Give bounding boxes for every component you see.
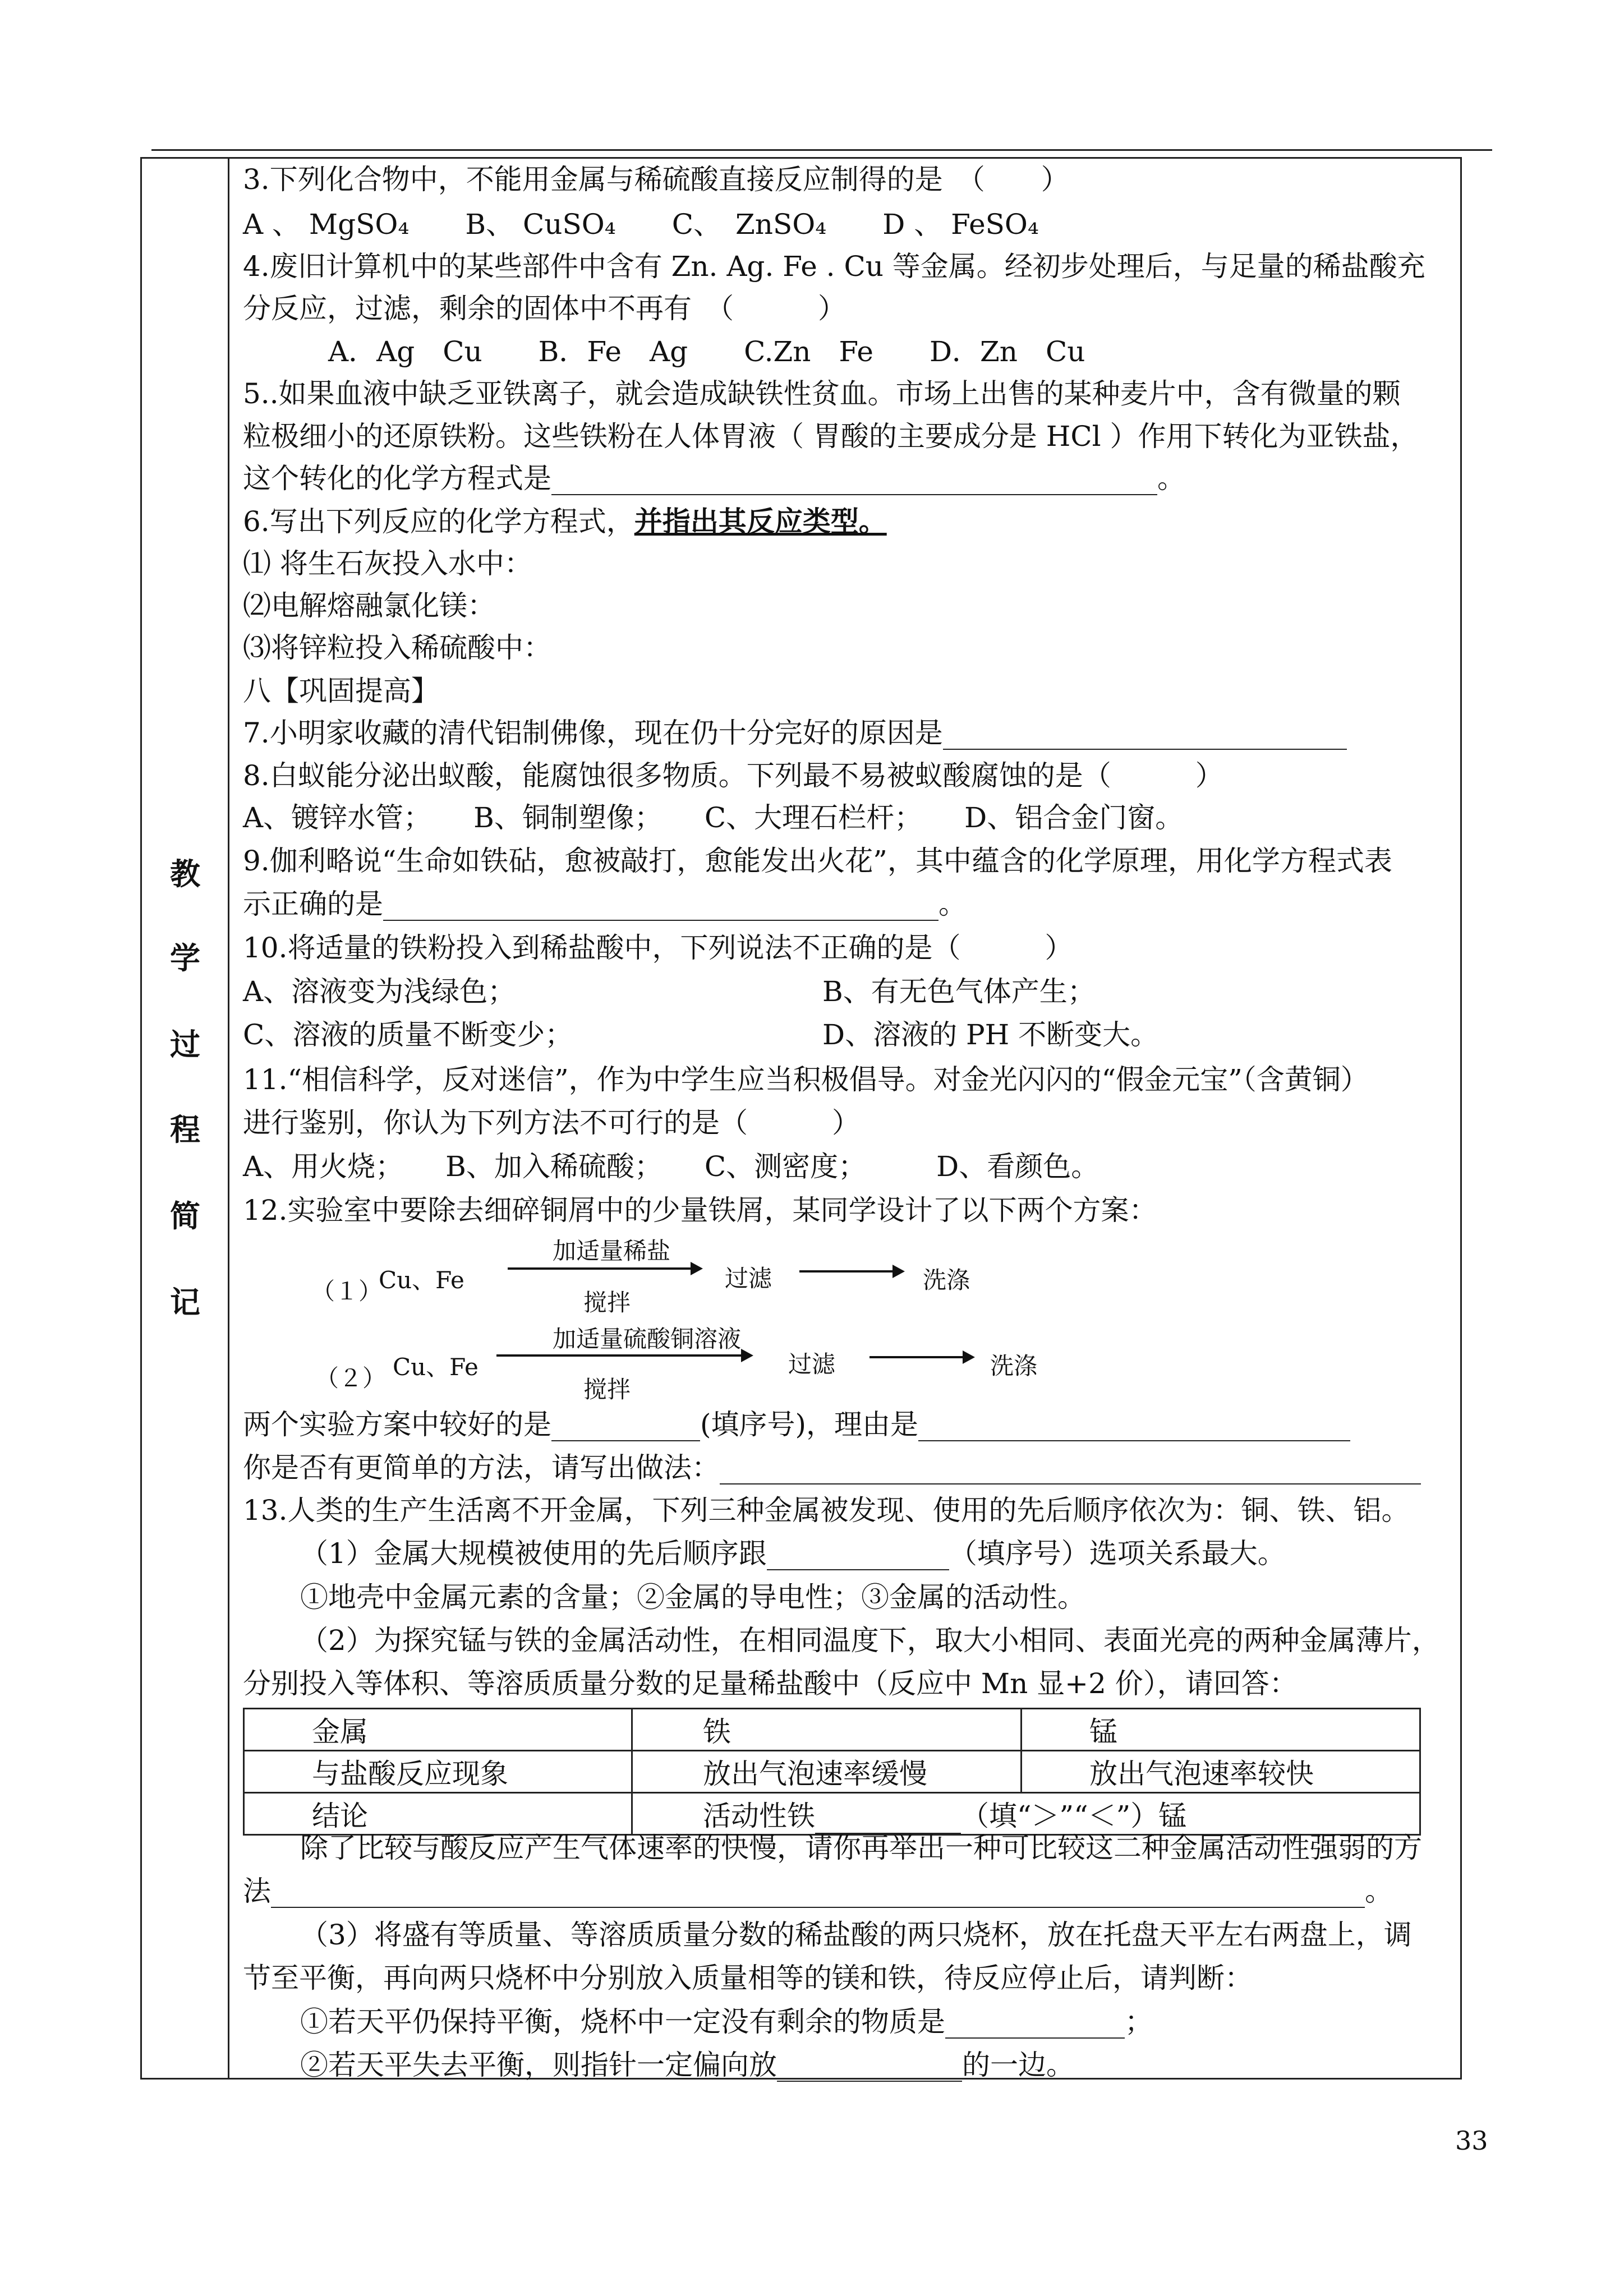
- q10-option-c: C、溶液的质量不断变少；: [243, 1018, 573, 1051]
- q6-item-1: ⑴ 将生石灰投入水中：: [243, 547, 532, 580]
- q6-item-3: ⑶将锌粒投入稀硫酸中：: [243, 631, 551, 664]
- table-row: [244, 1793, 1420, 1835]
- q13-part3-a: （3）将盛有等质量、等溶质质量分数的稀盐酸的两只烧杯，放在托盘天平左右两盘上，调: [300, 1919, 1412, 1951]
- q4-text-2: 分反应，过滤，剩余的固体中不再有 （ ）: [243, 292, 846, 325]
- q13-part3-b: 节至平衡，再向两只烧杯中分别放入质量相等的镁和铁，待反应停止后，请判断：: [243, 1962, 1253, 1994]
- q12-text: 12.实验室中要除去细碎铜屑中的少量铁屑，某同学设计了以下两个方案：: [243, 1194, 1157, 1227]
- q6-prompt: 6.写出下列反应的化学方程式，: [243, 505, 634, 538]
- q7-answer-blank[interactable]: [943, 723, 1347, 750]
- table-cell-conclusion: [632, 1793, 1420, 1835]
- table-row: [244, 1751, 1420, 1793]
- q5-end: 。: [1157, 462, 1185, 495]
- q13-other-blank[interactable]: [271, 1881, 1365, 1908]
- q9-text-1: 9.伽利略说“生命如铁砧，愈被敲打，愈能发出火花”，其中蕴含的化学原理，用化学方程式表: [243, 845, 1392, 877]
- table-cell: 放出气泡速率较快: [1022, 1751, 1420, 1793]
- q11-options: A、用火烧； B、加入稀硫酸； C、测密度； D、看颜色。: [243, 1150, 1099, 1183]
- q9-end: 。: [938, 888, 967, 920]
- side-label-char: 学: [170, 940, 200, 976]
- q12-better: [243, 1408, 1350, 1441]
- q7-prompt: 7.小明家收藏的清代铝制佛像，现在仍十分完好的原因是: [243, 717, 943, 749]
- header-rule: [151, 149, 1492, 151]
- q12-reason-blank[interactable]: [918, 1414, 1350, 1441]
- q10-text: 10.将适量的铁粉投入到稀盐酸中，下列说法不正确的是（ ）: [243, 932, 1073, 964]
- q13-part1-options: ①地壳中金属元素的含量；②金属的导电性；③金属的活动性。: [300, 1581, 1085, 1613]
- q10-option-d: D、溶液的 PH 不断变大。: [822, 1018, 1159, 1051]
- table-row: [244, 1709, 1420, 1751]
- q12-simpler-blank[interactable]: [720, 1458, 1421, 1484]
- q9-prompt: 示正确的是: [243, 888, 383, 920]
- q5-text-2: 粒极细小的还原铁粉。这些铁粉在人体胃液（ 胃酸的主要成分是 HCl ）作用下转化为亚铁盐，: [243, 420, 1419, 453]
- result-table: [243, 1708, 1421, 1836]
- side-label-char: 程: [170, 1112, 200, 1147]
- plan2-number: （２）: [315, 1364, 387, 1392]
- q5-text-3: [243, 462, 1185, 495]
- q5-answer-blank[interactable]: [551, 468, 1157, 495]
- q8-options: A、镀锌水管； B、铜制塑像； C、大理石栏杆； D、铝合金门窗。: [243, 801, 1184, 834]
- q10-option-b: B、有无色气体产生；: [822, 975, 1096, 1008]
- q12-better-prompt: 两个实验方案中较好的是: [243, 1408, 551, 1441]
- q13-part3-d-prompt: ②若天平失去平衡，则指针一定偏向放: [300, 2049, 777, 2081]
- plan1-arrow-label-above: 加适量稀盐: [553, 1237, 671, 1265]
- q13-part1-prompt: （1）金属大规模被使用的先后顺序跟: [300, 1537, 767, 1570]
- q3-text: 3.下列化合物中，不能用金属与稀硫酸直接反应制得的是 （ ）: [243, 163, 1069, 196]
- q12-better-blank[interactable]: [551, 1414, 700, 1441]
- q12-simpler-prompt: 你是否有更简单的方法，请写出做法：: [243, 1451, 720, 1484]
- plan1-arrow-label-below: 搅拌: [583, 1289, 631, 1316]
- plan2-start: Cu、Fe: [393, 1353, 479, 1381]
- section-heading: 八【巩固提高】: [243, 675, 439, 707]
- q5-prompt: 这个转化的化学方程式是: [243, 462, 551, 495]
- conclusion-blank[interactable]: [815, 1807, 961, 1834]
- q13-part3-c-blank[interactable]: [945, 2012, 1125, 2039]
- q9-answer-blank[interactable]: [383, 894, 938, 921]
- plan2-arrow-label-above: 加适量硫酸铜溶液: [553, 1325, 742, 1353]
- plan1-arrow-2: [799, 1270, 895, 1273]
- plan2-arrow-1: [496, 1354, 743, 1357]
- q6-emphasis: 并指出其反应类型。: [634, 505, 887, 538]
- side-label-char: 教: [170, 856, 200, 892]
- q13-other-end: 。: [1365, 1875, 1393, 1907]
- q13-part3-c: [300, 2005, 1153, 2039]
- q8-text: 8.白蚁能分泌出蚁酸，能腐蚀很多物质。下列最不易被蚁酸腐蚀的是（ ）: [243, 759, 1223, 792]
- plan2-wash: 洗涤: [990, 1352, 1038, 1380]
- plan2-arrow-label-below: 搅拌: [583, 1376, 631, 1403]
- q13-part3-d: [300, 2048, 1074, 2082]
- q13-other-1: 除了比较与酸反应产生气体速率的快慢，请你再举出一种可比较这二种金属活动性强弱的方: [300, 1832, 1422, 1864]
- side-label-char: 简: [170, 1198, 200, 1234]
- q13-part3-c-prompt: ①若天平仍保持平衡，烧杯中一定没有剩余的物质是: [300, 2005, 945, 2038]
- plan1-arrow-1: [508, 1267, 693, 1270]
- q13-part3-d-blank[interactable]: [777, 2055, 962, 2082]
- plan1-filter: 过滤: [725, 1265, 772, 1292]
- table-cell: 放出气泡速率缓慢: [632, 1751, 1022, 1793]
- q9-text-2: [243, 887, 967, 921]
- q13-text: 13.人类的生产生活离不开金属，下列三种金属被发现、使用的先后顺序依次为：铜、铁、铝。: [243, 1494, 1410, 1527]
- q13-other-2: [243, 1874, 1393, 1908]
- plan1-start: Cu、Fe: [379, 1266, 464, 1294]
- q3-options: A 、 MgSO₄ B、 CuSO₄ C、 ZnSO₄ D 、 FeSO₄: [243, 208, 1039, 241]
- side-label-char: 记: [170, 1285, 200, 1320]
- plan1-wash: 洗涤: [923, 1266, 970, 1294]
- conclusion-prefix: 活动性铁: [703, 1800, 815, 1832]
- q13-part3-d-end: 的一边。: [962, 2049, 1074, 2081]
- q13-part2-a: （2）为探究锰与铁的金属活动性，在相同温度下，取大小相同、表面光亮的两种金属薄片，: [300, 1624, 1440, 1657]
- q11-text-2: 进行鉴别，你认为下列方法不可行的是（ ）: [243, 1106, 860, 1139]
- q13-part1: [300, 1537, 1286, 1570]
- table-cell: 结论: [244, 1793, 632, 1835]
- plan2-arrow-2: [869, 1356, 965, 1358]
- table-header-metal: 金属: [244, 1709, 632, 1751]
- q11-text-1: 11.“相信科学，反对迷信”，作为中学生应当积极倡导。对金光闪闪的“假金元宝”（含黄铜）: [243, 1063, 1369, 1096]
- q13-part1-suffix: （填序号）选项关系最大。: [949, 1537, 1286, 1570]
- q4-options: A．Ag Cu B．Fe Ag C.Zn Fe D．Zn Cu: [328, 335, 1085, 368]
- q10-option-a: A、溶液变为浅绿色；: [243, 975, 516, 1008]
- q6-item-2: ⑵电解熔融氯化镁：: [243, 589, 495, 622]
- q13-other-prompt: 法: [243, 1875, 271, 1907]
- q13-part1-blank[interactable]: [767, 1543, 949, 1570]
- plan1-number: （１）: [311, 1278, 383, 1305]
- q6-text: [243, 505, 887, 538]
- q7-text: [243, 716, 1347, 750]
- q13-part3-c-end: ；: [1125, 2005, 1153, 2038]
- plan2-filter: 过滤: [788, 1350, 836, 1378]
- q12-reason-prompt: (填序号)，理由是: [700, 1408, 919, 1441]
- table-header-iron: 铁: [632, 1709, 1022, 1751]
- page-number: 33: [1455, 2126, 1488, 2156]
- side-label-char: 过: [170, 1027, 200, 1062]
- q5-text-1: 5..如果血液中缺乏亚铁离子，就会造成缺铁性贫血。市场上出售的某种麦片中，含有微量的颗: [243, 377, 1401, 410]
- q4-text-1: 4.废旧计算机中的某些部件中含有 Zn. Ag. Fe . Cu 等金属。经初步处理后，与足量的稀盐酸充: [243, 250, 1425, 283]
- table-cell: 与盐酸反应现象: [244, 1751, 632, 1793]
- q12-simpler: [243, 1451, 1421, 1484]
- table-header-manganese: 锰: [1022, 1709, 1420, 1751]
- q13-part2-b: 分别投入等体积、等溶质质量分数的足量稀盐酸中（反应中 Mn 显+2 价），请回答：: [243, 1667, 1298, 1700]
- conclusion-suffix: （填“＞”“＜”）锰: [961, 1800, 1187, 1832]
